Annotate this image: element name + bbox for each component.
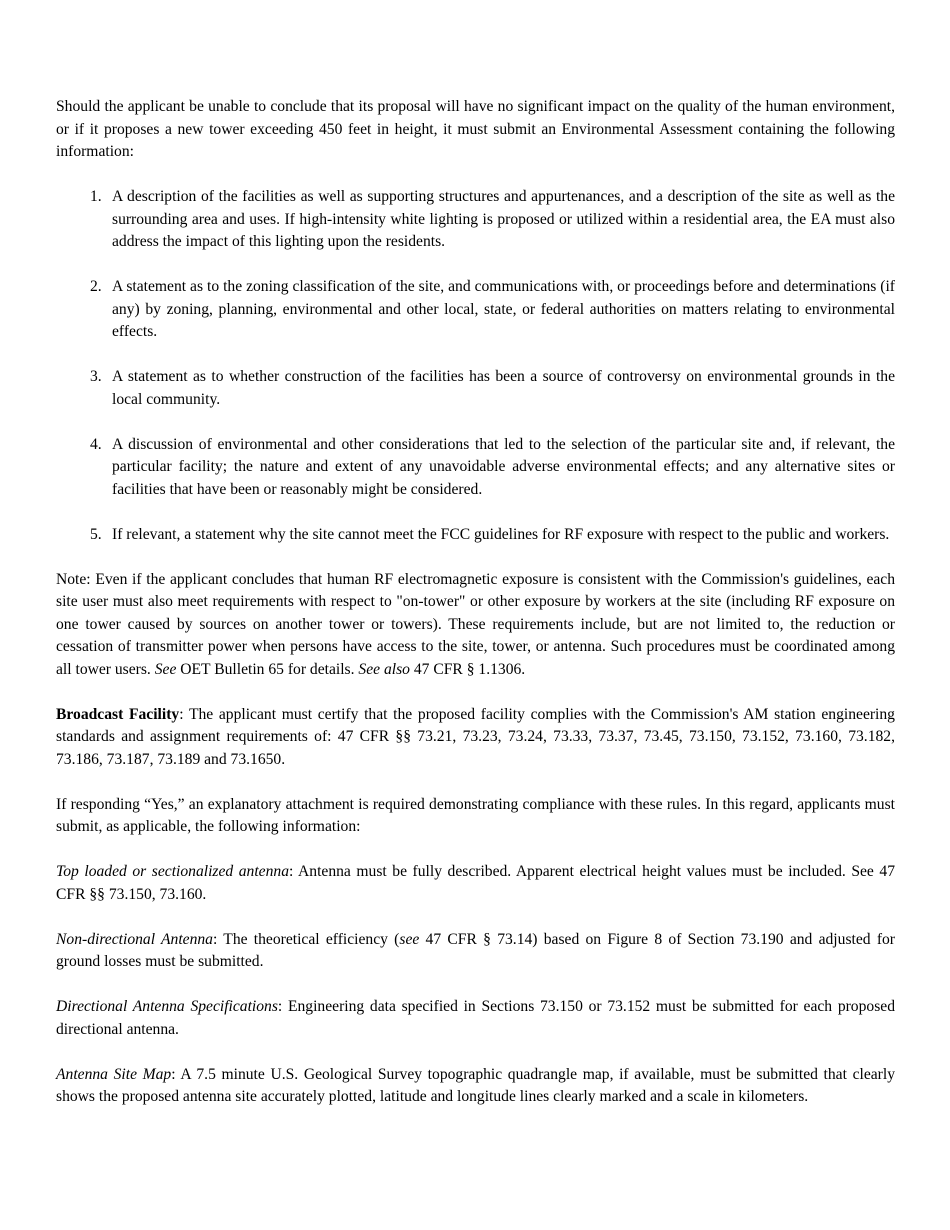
directional-paragraph: Directional Antenna Specifications: Engineering data specified in Sections 73.150 or 73.152 must be submitted for each proposed directional antenna. [56, 998, 895, 1038]
list-number: 2. [90, 278, 102, 295]
list-item [56, 434, 895, 502]
intro-paragraph: Should the applicant be unable to conclude that its proposal will have no significant impact on the quality of the human environment, or if it proposes a new tower exceeding 450 feet in height, it must submit an Environmental Assessment containing the following information: [56, 98, 895, 160]
list-text: A description of the facilities as well as supporting structures and appurtenances, and a description of the site as well as the surrounding area and uses. If high-intensity white lighting is proposed or utilized within a residential area, the EA must also address the impact of this lighting upon the residents. [112, 188, 895, 250]
top-loaded-paragraph: Top loaded or sectionalized antenna: Antenna must be fully described. Apparent electrical height values must be included. See 47 CFR §§ 73.150, 73.160. [56, 863, 895, 903]
list-item [56, 186, 895, 254]
see-citation: See [154, 660, 177, 678]
list-item [56, 276, 895, 344]
directional-heading: Directional Antenna Specifications [56, 998, 278, 1015]
list-text: A statement as to whether construction of the facilities has been a source of controversy on environmental grounds in the local community. [112, 368, 895, 408]
note-paragraph: Note: Even if the applicant concludes that human RF electromagnetic exposure is consistent with the Commission's guidelines, each site user must also meet requirements with respect to "on-tower" or other exposure by workers at the site (including RF exposure on one tower caused by sources on another tower or towers). These requirements include, but are not limited to, the reduction or cessation of transmitter power when persons have access to the site, tower, or antenna. Such procedures must be coordinated among all tower users. See OET Bulletin 65 for details. See also 47 CFR § 1.1306. [56, 570, 895, 678]
responding-paragraph: If responding “Yes,” an explanatory attachment is required demonstrating compliance with these rules. In this regard, applicants must submit, as applicable, the following information: [56, 795, 895, 835]
list-text: If relevant, a statement why the site cannot meet the FCC guidelines for RF exposure with respect to the public and workers. [112, 525, 890, 543]
broadcast-facility-heading: Broadcast Facility [56, 705, 180, 723]
list-item [56, 524, 895, 547]
non-directional-paragraph: Non-directional Antenna: The theoretical efficiency (see 47 CFR § 73.14) based on Figure 8 of Section 73.190 and adjusted for ground losses must be submitted. [56, 930, 896, 970]
site-map-heading: Antenna Site Map [56, 1065, 172, 1083]
see-also-citation: See also [358, 660, 410, 678]
list-text: A statement as to the zoning classification of the site, and communications with, or proceedings before and determinations (if any) by zoning, planning, environmental and other local, state, or federal authorities on matters relating to environmental effects. [112, 278, 895, 340]
list-text: A discussion of environmental and other considerations that led to the selection of the particular site and, if relevant, the particular facility; the nature and extent of any unavoidable adverse environmental effects; and any alternative sites or facilities that have been or reasonably might be considered. [112, 435, 895, 498]
list-number: 3. [90, 368, 102, 385]
non-directional-heading: Non-directional Antenna [56, 930, 213, 948]
ea-requirements-list [56, 186, 895, 546]
top-loaded-heading: Top loaded or sectionalized antenna [56, 863, 289, 880]
list-number: 5. [90, 525, 102, 543]
list-number: 1. [90, 188, 102, 205]
document-body [56, 96, 895, 1109]
site-map-paragraph: Antenna Site Map: A 7.5 minute U.S. Geological Survey topographic quadrangle map, if available, must be submitted that clearly shows the proposed antenna site accurately plotted, latitude and longitude lines clearly marked and a scale in kilometers. [56, 1065, 895, 1105]
list-item [56, 366, 895, 411]
list-number: 4. [90, 435, 102, 453]
broadcast-facility-paragraph: Broadcast Facility: The applicant must certify that the proposed facility complies with the Commission's AM station engineering standards and assignment requirements of: 47 CFR §§ 73.21, 73.23, 73.24, 73.33, 73.37, 73.45, 73.150, 73.152, 73.160, 73.182, 73.186, 73.187, 73.189 and 73.1650. [56, 705, 895, 768]
